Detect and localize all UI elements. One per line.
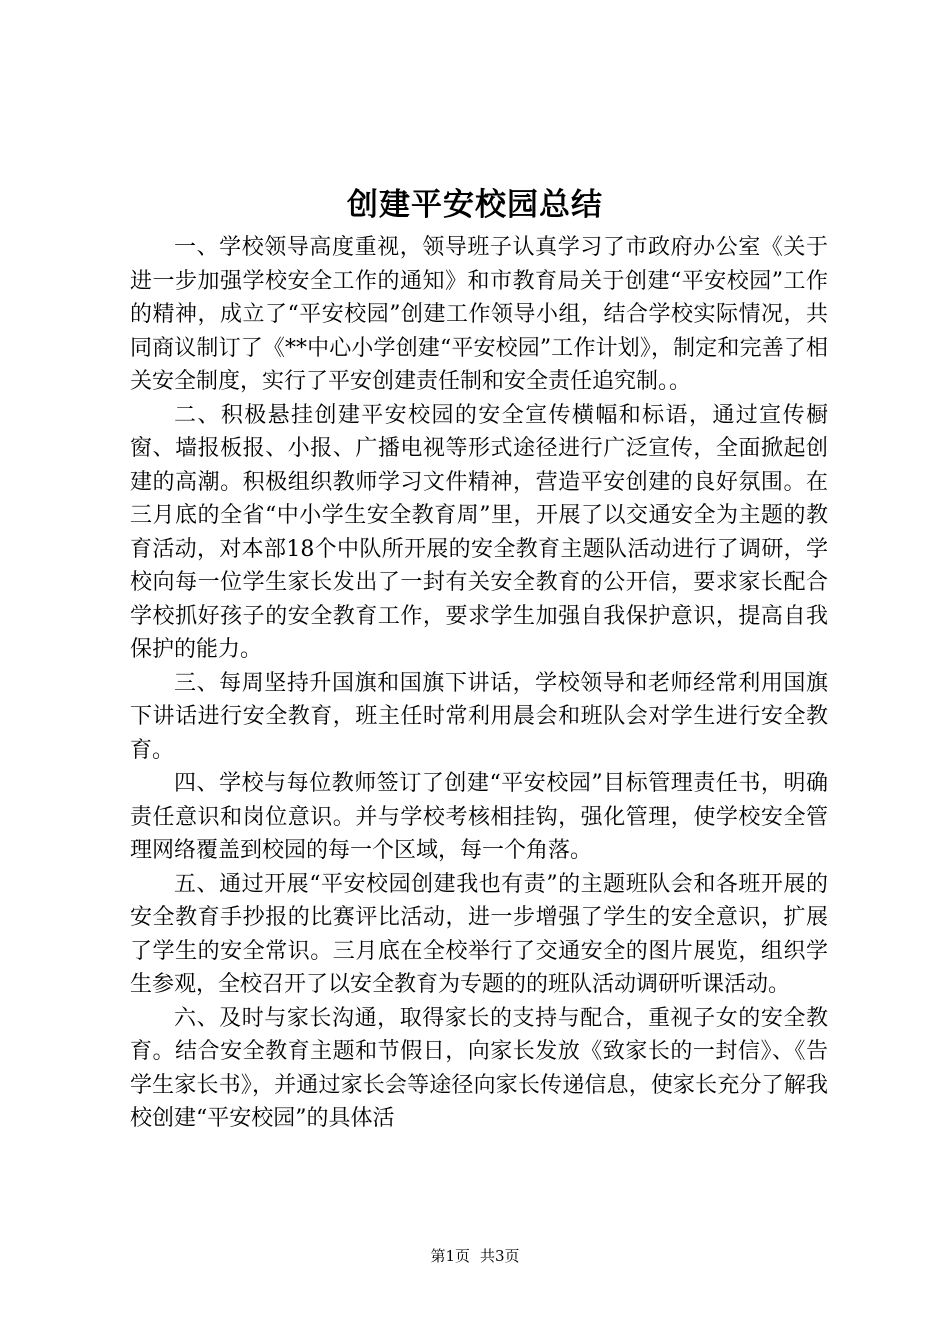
- paragraph-1: 一、学校领导高度重视，领导班子认真学习了市政府办公室《关于进一步加强学校安全工作的通知》和市教育局关于创建“平安校园”工作的精神，成立了“平安校园”创建工作领导小组，结合学校实际情况，共同商议制订了《**中心小学创建“平安校园”工作计划》，制定和完善了相关安全制度，实行了平安创建责任制和安全责任追究制。。: [130, 235, 828, 394]
- paragraph-3: 三、每周坚持升国旗和国旗下讲话，学校领导和老师经常利用国旗下讲话进行安全教育，班主任时常利用晨会和班队会对学生进行安全教育。: [130, 670, 828, 763]
- paragraph-5: 五、通过开展“平安校园创建我也有责”的主题班队会和各班开展的安全教育手抄报的比赛评比活动，进一步增强了学生的安全意识，扩展了学生的安全常识。三月底在全校举行了交通安全的图片展览，组织学生参观，全校召开了以安全教育为专题的的班队活动调研听课活动。: [130, 871, 828, 997]
- page-footer: [0, 1246, 950, 1266]
- page-total: 共3页: [480, 1247, 520, 1265]
- document-body: [130, 231, 828, 1136]
- paragraph-6: 六、及时与家长沟通，取得家长的支持与配合，重视子女的安全教育。结合安全教育主题和节假日，向家长发放《致家长的一封信》、《告学生家长书》，并通过家长会等途径向家长传递信息，使家长充分了解我校创建“平安校园”的具体活: [130, 1005, 828, 1131]
- document-title: 创建平安校园总结: [347, 187, 603, 223]
- page-number: 第1页: [430, 1247, 470, 1265]
- paragraph-2: 二、积极悬挂创建平安校园的安全宣传横幅和标语，通过宣传橱窗、墙报板报、小报、广播电视等形式途径进行广泛宣传，全面掀起创建的高潮。积极组织教师学习文件精神，营造平安创建的良好氛围。在三月底的全省“中小学生安全教育周”里，开展了以交通安全为主题的教育活动，对本部18个中队所开展的安全教育主题队活动进行了调研，学校向每一位学生家长发出了一封有关安全教育的公开信，要求家长配合学校抓好孩子的安全教育工作，要求学生加强自我保护意识，提高自我保护的能力。: [130, 402, 828, 662]
- paragraph-4: 四、学校与每位教师签订了创建“平安校园”目标管理责任书，明确责任意识和岗位意识。并与学校考核相挂钩，强化管理，使学校安全管理网络覆盖到校园的每一个区域，每一个角落。: [130, 771, 828, 863]
